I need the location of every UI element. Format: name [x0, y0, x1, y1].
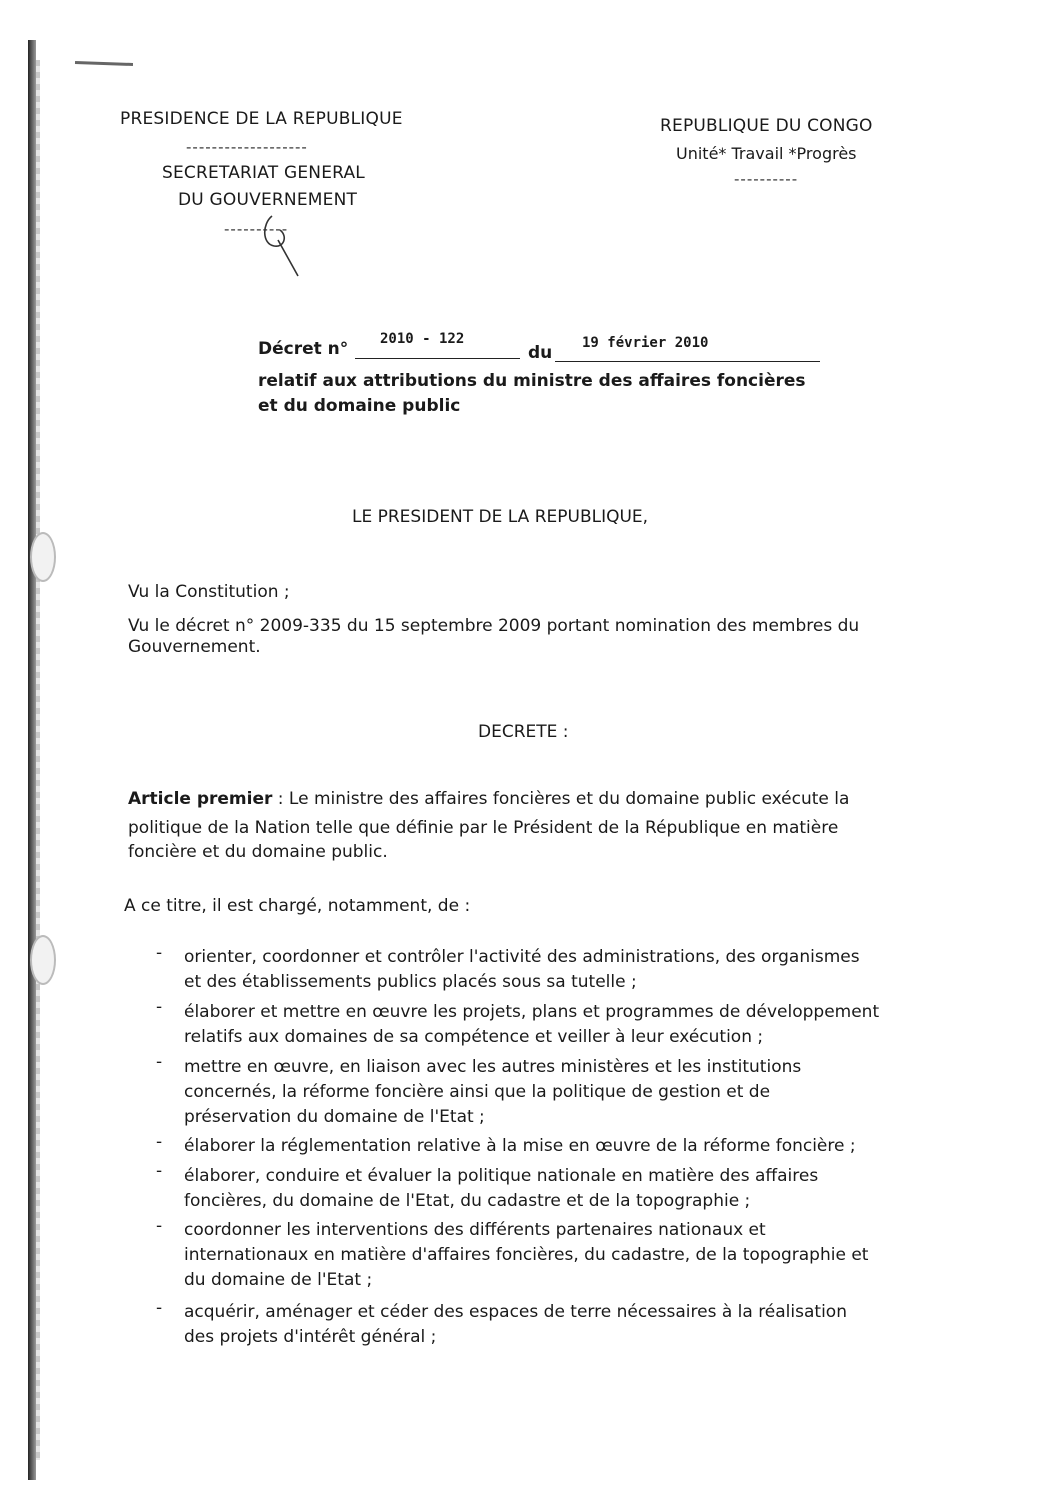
- bullet-line: coordonner les interventions des différents partenaires nationaux et: [184, 1220, 766, 1240]
- decree-number-line: [355, 358, 520, 359]
- visa-line: Gouvernement.: [128, 637, 261, 657]
- bullet-line: concernés, la réforme foncière ainsi que la politique de gestion et de: [184, 1082, 771, 1102]
- bullet-line: élaborer, conduire et évaluer la politique nationale en matière des affaires: [184, 1166, 819, 1186]
- article-text: : Le ministre des affaires foncières et du domaine public exécute la: [272, 789, 850, 809]
- decrete-heading: DECRETE :: [478, 722, 569, 742]
- bullet-line: et des établissements publics placés sous sa tutelle ;: [184, 972, 637, 992]
- bullet-marker: -: [156, 1216, 163, 1236]
- article-text-line: politique de la Nation telle que définie par le Président de la République en matière: [128, 818, 839, 838]
- bullet-line: foncières, du domaine de l'Etat, du cadastre et de la topographie ;: [184, 1191, 751, 1211]
- bullet-line: acquérir, aménager et céder des espaces de terre nécessaires à la réalisation: [184, 1302, 847, 1322]
- header-presidence: PRESIDENCE DE LA REPUBLIQUE: [120, 109, 403, 129]
- bullet-line: mettre en œuvre, en liaison avec les autres ministères et les institutions: [184, 1057, 802, 1077]
- article-text-line: foncière et du domaine public.: [128, 842, 388, 862]
- bullet-line: élaborer la réglementation relative à la mise en œuvre de la réforme foncière ;: [184, 1136, 856, 1156]
- article-premier-line: [128, 787, 849, 811]
- punch-hole: [30, 532, 56, 582]
- decree-date-line: [555, 361, 820, 362]
- bullet-marker: -: [156, 1298, 163, 1318]
- bullet-line: internationaux en matière d'affaires foncières, du cadastre, de la topographie et: [184, 1245, 869, 1265]
- bullet-line: préservation du domaine de l'Etat ;: [184, 1107, 485, 1127]
- decree-date: 19 février 2010: [582, 335, 709, 351]
- bullet-marker: -: [156, 1161, 163, 1181]
- visa-line: Vu la Constitution ;: [128, 582, 290, 602]
- header-republique: REPUBLIQUE DU CONGO: [660, 116, 873, 136]
- header-secretariat: SECRETARIAT GENERAL: [162, 163, 365, 183]
- header-separator: ----------: [734, 170, 799, 188]
- bullet-marker: -: [156, 997, 163, 1017]
- bullet-line: orienter, coordonner et contrôler l'activité des administrations, des organismes: [184, 947, 860, 967]
- bullet-marker: -: [156, 1052, 163, 1072]
- president-heading: LE PRESIDENT DE LA REPUBLIQUE,: [352, 507, 649, 527]
- decree-du-label: du: [528, 343, 553, 363]
- header-motto: Unité* Travail *Progrès: [676, 144, 857, 163]
- scan-binding-edge: [28, 40, 36, 1480]
- decree-title-line: et du domaine public: [258, 396, 461, 416]
- bullet-line: élaborer et mettre en œuvre les projets, plans et programmes de développement: [184, 1002, 880, 1022]
- bullet-line: relatifs aux domaines de sa compétence et veiller à leur exécution ;: [184, 1027, 764, 1047]
- header-gouvernement: DU GOUVERNEMENT: [178, 190, 358, 210]
- decree-number-label: Décret n°: [258, 339, 349, 359]
- decree-number: 2010 - 122: [380, 331, 465, 347]
- visa-line: Vu le décret n° 2009-335 du 15 septembre 2009 portant nomination des membres du: [128, 616, 860, 636]
- decree-title-line: relatif aux attributions du ministre des affaires foncières: [258, 371, 806, 391]
- punch-hole: [30, 935, 56, 985]
- scan-mark: [75, 61, 133, 66]
- handwritten-initial-mark: [258, 210, 302, 280]
- bullet-marker: -: [156, 943, 163, 963]
- scan-binding-shadow: [36, 60, 40, 1460]
- header-separator: -------------------: [186, 138, 308, 156]
- header-separator: ----------: [224, 220, 289, 238]
- bullet-line: des projets d'intérêt général ;: [184, 1327, 437, 1347]
- bullet-line: du domaine de l'Etat ;: [184, 1270, 373, 1290]
- bullet-marker: -: [156, 1132, 163, 1152]
- intro-line: A ce titre, il est chargé, notamment, de :: [124, 896, 471, 916]
- article-label: Article premier: [128, 789, 273, 809]
